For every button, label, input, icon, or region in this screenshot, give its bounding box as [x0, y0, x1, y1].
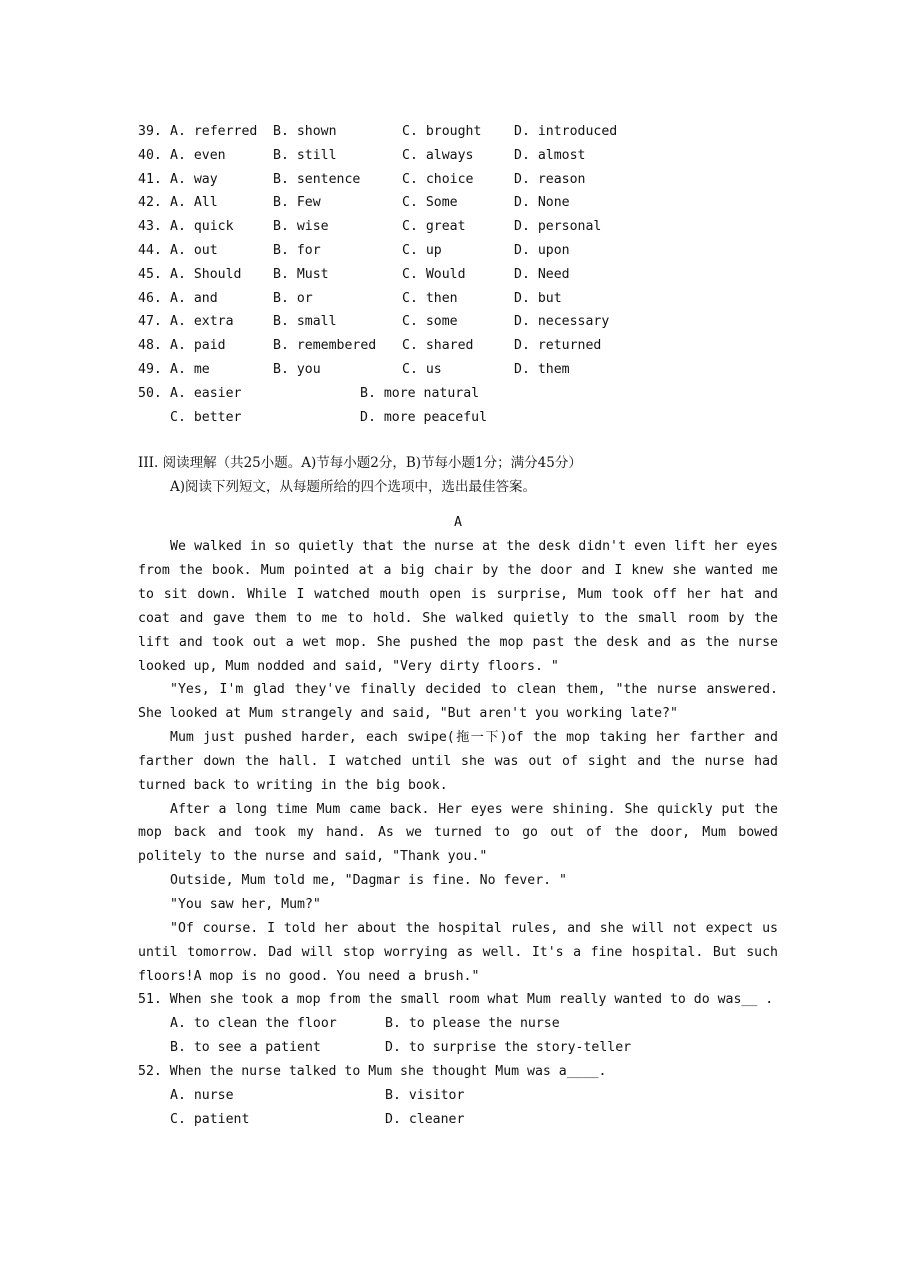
option-b: B. sentence [273, 171, 361, 187]
passage-paragraph: After a long time Mum came back. Her eyes were shining. She quickly put the mop back and took my hand. As we turned to go out of the door, Mum bowed politely to the nurse and said, "Thank you." [138, 801, 778, 865]
question-stem: 52. When the nurse talked to Mum she thought Mum was a____. [138, 1063, 607, 1079]
passage-paragraph: We walked in so quietly that the nurse at the desk didn't even lift her eyes from the book. Mum pointed at a big chair by the door and I knew she wanted me to sit down. While I watched mouth open is surprise, Mum took off her hat and coat and gave them to me to hold. She walked quietly to the small room by the lift and took out a wet mop. She pushed the mop past the desk and as the nurse looked up, Mum nodded and said, "Very dirty floors. " [138, 539, 778, 674]
option-a: A. way [170, 171, 218, 187]
passage-paragraph: Outside, Mum told me, "Dagmar is fine. No fever. " [170, 873, 567, 889]
option-b: B. wise [273, 219, 329, 235]
option-c: C. us [402, 361, 442, 377]
option-d: D. returned [514, 338, 602, 354]
option-b: B. you [273, 361, 321, 377]
cloze-item [138, 287, 778, 311]
option-c: C. shared [402, 338, 474, 354]
option-b: B. Must [273, 266, 329, 282]
passage-body [138, 535, 778, 988]
cloze-item [138, 191, 778, 215]
option-a: A. and [170, 290, 218, 306]
option-b: B. more natural [360, 385, 480, 401]
option-d: D. cleaner [385, 1111, 465, 1127]
option-d: D. almost [514, 147, 586, 163]
question-stem: 51. When she took a mop from the small room what Mum really wanted to do was__ . [138, 992, 774, 1008]
option-d: D. necessary [514, 314, 610, 330]
option-row [138, 1084, 778, 1108]
option-c: C. always [402, 147, 474, 163]
option-c: C. better [170, 409, 242, 425]
option-b: B. remembered [273, 338, 377, 354]
option-a: A. even [170, 147, 226, 163]
passage-paragraph: "Yes, I'm glad they've finally decided to clean them, "the nurse answered. She looked at Mum strangely and said, "But aren't you working late?" [138, 682, 778, 722]
item-number: 45. [138, 266, 162, 282]
option-a: A. referred [170, 124, 258, 139]
option-c: C. Some [402, 195, 458, 211]
item-number: 48. [138, 338, 162, 354]
option-a: A. paid [170, 338, 226, 354]
option-row [138, 1036, 778, 1060]
option-d: D. upon [514, 242, 570, 258]
cloze-item [138, 144, 778, 168]
option-c: C. some [402, 314, 458, 330]
item-number: 39. [138, 124, 162, 139]
cloze-item [138, 358, 778, 382]
passage-paragraph: Mum just pushed harder, each swipe(拖一下)of the mop taking her farther and farther down the hall. I watched until she was out of sight and the nurse had turned back to writing in the big book. [138, 730, 778, 793]
cloze-item [138, 310, 778, 334]
passage-paragraph: "Of course. I told her about the hospital rules, and she will not expect us until tomorrow. Dad will stop worrying as well. It's a fine hospital. But such floors!A mop is no good. You need a brush." [138, 920, 778, 984]
item-number: 40. [138, 147, 162, 163]
option-b: B. Few [273, 195, 321, 211]
option-c: C. choice [402, 171, 474, 187]
cloze-item-continued [138, 406, 778, 430]
option-a: A. to clean the floor [170, 1016, 337, 1032]
item-number: 41. [138, 171, 162, 187]
option-c: C. Would [402, 266, 466, 282]
option-a: A. nurse [170, 1087, 234, 1103]
option-c: C. up [402, 242, 442, 258]
cloze-item [138, 168, 778, 192]
cloze-item [138, 382, 778, 406]
cloze-item [138, 239, 778, 263]
question-51 [138, 988, 778, 1060]
option-a: A. Should [170, 266, 242, 282]
option-d: D. but [514, 290, 562, 306]
option-row [138, 1012, 778, 1036]
option-a: A. easier [170, 385, 242, 401]
option-d: D. them [514, 361, 570, 377]
option-d: D. personal [514, 219, 602, 235]
option-d: D. introduced [514, 124, 618, 139]
item-number: 44. [138, 242, 162, 258]
passage-paragraph: "You saw her, Mum?" [170, 897, 321, 913]
option-d: D. reason [514, 171, 586, 187]
option-b: B. or [273, 290, 313, 306]
option-row [138, 1108, 778, 1132]
option-c: C. patient [170, 1111, 250, 1127]
option-c: C. brought [402, 124, 482, 139]
item-number: 43. [138, 219, 162, 235]
item-number: 46. [138, 290, 162, 306]
option-c: B. to see a patient [170, 1040, 321, 1056]
option-a: A. out [170, 242, 218, 258]
exam-page [138, 120, 778, 1131]
item-number: 47. [138, 314, 162, 330]
item-number: 49. [138, 361, 162, 377]
item-number: 42. [138, 195, 162, 211]
option-c: C. great [402, 219, 466, 235]
cloze-options [138, 120, 778, 429]
option-a: A. All [170, 195, 218, 211]
option-b: B. shown [273, 124, 337, 139]
section-heading: III. 阅读理解（共25小题。A)节每小题2分，B)节每小题1分；满分45分） [138, 455, 582, 472]
option-a: A. me [170, 361, 210, 377]
option-b: B. visitor [385, 1087, 465, 1103]
item-number: 50. [138, 385, 162, 401]
option-a: A. quick [170, 219, 234, 235]
option-d: D. more peaceful [360, 409, 488, 425]
section-instructions: A)阅读下列短文，从每题所给的四个选项中，选出最佳答案。 [170, 479, 537, 496]
option-b: B. to please the nurse [385, 1016, 560, 1032]
cloze-item [138, 263, 778, 287]
option-b: B. small [273, 314, 337, 330]
option-b: B. still [273, 147, 337, 163]
option-a: A. extra [170, 314, 234, 330]
cloze-item [138, 334, 778, 358]
question-52 [138, 1060, 778, 1132]
option-d: D. Need [514, 266, 570, 282]
option-b: B. for [273, 242, 321, 258]
passage-title: A [454, 515, 462, 531]
cloze-item [138, 120, 778, 144]
option-d: D. None [514, 195, 570, 211]
option-c: C. then [402, 290, 458, 306]
cloze-item [138, 215, 778, 239]
option-d: D. to surprise the story-teller [385, 1040, 632, 1056]
